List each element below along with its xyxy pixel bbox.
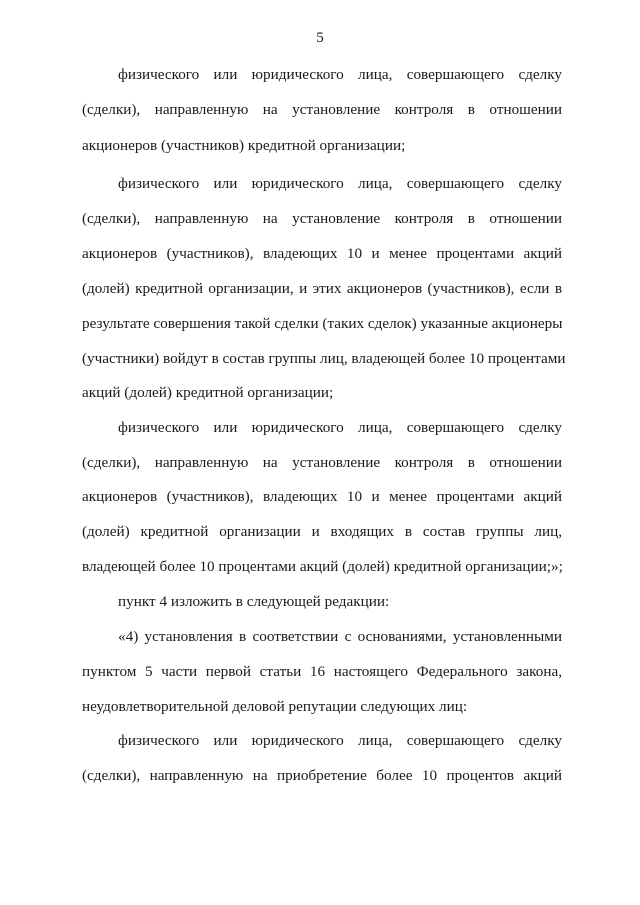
text-line: акционеров (участников), владеющих 10 и менее процентами акций [82, 488, 562, 505]
text-line: результате совершения такой сделки (таких сделок) указанные акционеры [82, 315, 563, 332]
text-line: акций (долей) кредитной организации; [82, 384, 334, 401]
text-line: физического или юридического лица, совершающего сделку [118, 732, 562, 749]
text-line: (сделки), направленную на установление контроля в отношении [82, 101, 562, 118]
text-line: акционеров (участников), владеющих 10 и менее процентами акций [82, 245, 562, 262]
text-line: физического или юридического лица, совершающего сделку [118, 419, 562, 436]
text-line: неудовлетворительной деловой репутации следующих лиц: [82, 698, 468, 715]
text-line: (сделки), направленную на установление контроля в отношении [82, 454, 562, 471]
text-line: акционеров (участников) кредитной организации; [82, 137, 406, 154]
text-line: (участники) войдут в состав группы лиц, владеющей более 10 процентами [82, 350, 566, 367]
text-line: физического или юридического лица, совершающего сделку [118, 66, 562, 83]
text-line: владеющей более 10 процентами акций (долей) кредитной организации;»; [82, 558, 563, 575]
text-line: (сделки), направленную на приобретение более 10 процентов акций [82, 767, 562, 784]
text-line: пунктом 5 части первой статьи 16 настоящего Федерального закона, [82, 663, 562, 680]
text-line: (сделки), направленную на установление контроля в отношении [82, 210, 562, 227]
text-line: пункт 4 изложить в следующей редакции: [118, 593, 390, 610]
text-line: «4) установления в соответствии с основаниями, установленными [118, 628, 562, 645]
text-line: физического или юридического лица, совершающего сделку [118, 175, 562, 192]
text-line: (долей) кредитной организации, и этих акционеров (участников), если в [82, 280, 562, 297]
text-line: (долей) кредитной организации и входящих в состав группы лиц, [82, 523, 562, 540]
page-number: 5 [316, 30, 324, 46]
